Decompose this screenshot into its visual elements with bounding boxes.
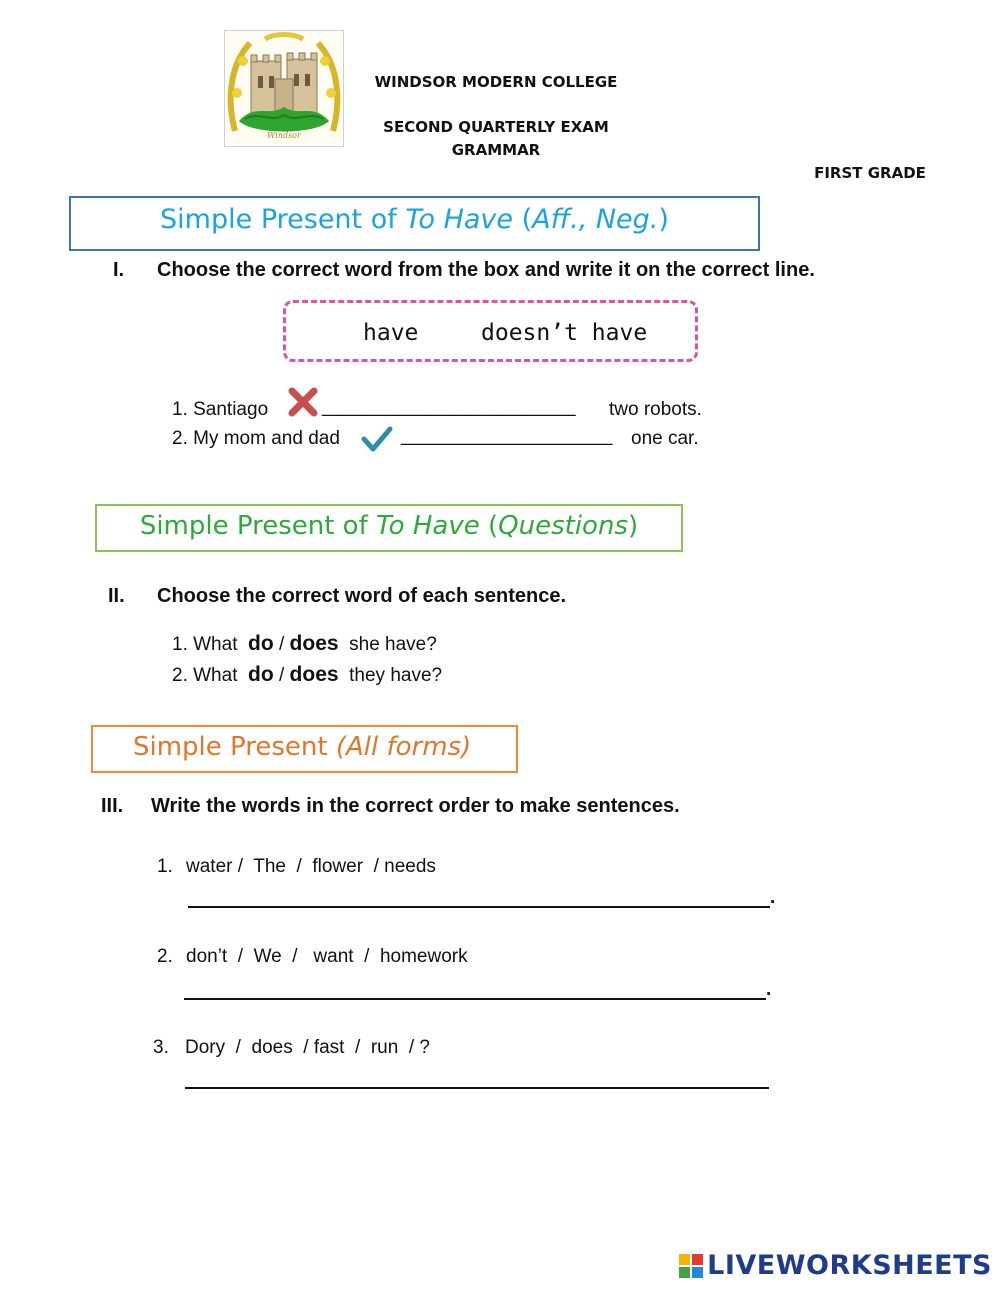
section2-title-forms: Questions: [498, 511, 628, 541]
question-1-tail: she have?: [349, 634, 437, 655]
school-logo: [224, 30, 344, 147]
scramble-3-words: Dory / does / fast / run / ?: [185, 1037, 430, 1058]
question-1-option-do[interactable]: do: [248, 632, 274, 655]
sentence-1-subject: 1. Santiago: [172, 399, 269, 420]
section2-title-paren: (: [479, 511, 499, 541]
section1-title-forms: Aff., Neg.: [532, 204, 659, 235]
sentence-2-end: one car.: [631, 428, 699, 449]
answer-line-1[interactable]: [188, 906, 770, 908]
section1-instruction: Choose the correct word from the box and write it on the correct line.: [157, 259, 815, 281]
section1-title-part: Simple Present of: [160, 204, 406, 235]
word-option-have: have: [363, 320, 419, 346]
section3-title-part: Simple Present: [133, 732, 336, 762]
brand-block: [679, 1254, 690, 1265]
answer-1-period: .: [770, 887, 776, 908]
question-1-option-does[interactable]: does: [289, 632, 339, 655]
scramble-2-number: 2.: [157, 946, 173, 967]
question-2: [172, 663, 442, 687]
question-2-option-do[interactable]: do: [248, 663, 274, 686]
answer-2-period: .: [766, 979, 772, 1000]
answer-line-2[interactable]: [184, 998, 766, 1000]
section1-title-box: [69, 196, 760, 251]
question-2-sep: /: [278, 665, 285, 686]
word-option-doesnt-have: doesn’t have: [481, 320, 648, 346]
section1-title-paren-close: ): [658, 204, 669, 235]
section1-numeral: I.: [113, 259, 125, 281]
liveworksheets-blocks-icon: [679, 1254, 703, 1278]
check-mark-icon: [361, 425, 393, 453]
question-2-tail: they have?: [349, 665, 443, 686]
word-box: [283, 300, 698, 362]
sentence-2-blank[interactable]: ____________________: [401, 425, 613, 446]
subject-title: GRAMMAR: [451, 141, 541, 159]
section2-instruction: Choose the correct word of each sentence.: [157, 585, 566, 607]
brand-block: [692, 1267, 703, 1278]
section3-numeral: III.: [101, 795, 124, 817]
sentence-2-subject: 2. My mom and dad: [172, 428, 340, 449]
liveworksheets-brand-text: LIVEWORKSHEETS: [707, 1250, 992, 1281]
section3-instruction: Write the words in the correct order to make sentences.: [151, 795, 680, 817]
section2-title-verb: To Have: [376, 511, 480, 541]
section2-title-part: Simple Present of: [139, 511, 377, 541]
liveworksheets-logo[interactable]: [679, 1250, 992, 1281]
exam-title: SECOND QUARTERLY EXAM: [383, 118, 609, 136]
scramble-1-words: water / The / flower / needs: [186, 856, 436, 877]
question-2-option-does[interactable]: does: [289, 663, 339, 686]
section3-title-forms: (All forms): [335, 732, 472, 762]
scramble-3-number: 3.: [153, 1037, 169, 1058]
brand-block: [679, 1267, 690, 1278]
section1-title-verb: To Have: [405, 204, 514, 235]
question-1-sep: /: [278, 634, 285, 655]
question-2-lead: 2. What: [172, 665, 238, 686]
section1-title-paren: (: [513, 204, 533, 235]
scramble-2-words: don’t / We / want / homework: [186, 946, 468, 967]
question-1-lead: 1. What: [172, 634, 238, 655]
scramble-1-number: 1.: [157, 856, 173, 877]
sentence-1-end: two robots.: [609, 399, 702, 420]
section2-numeral: II.: [108, 585, 125, 607]
sentence-1-blank[interactable]: ________________________: [322, 396, 576, 417]
brand-block: [692, 1254, 703, 1265]
section2-title-box: [95, 504, 683, 552]
question-1: [172, 632, 437, 656]
castle-logo-image: [225, 31, 343, 146]
logo-caption: Windsor: [267, 131, 301, 140]
school-name: WINDSOR MODERN COLLEGE: [374, 73, 618, 91]
section2-title-paren-close: ): [628, 511, 639, 541]
x-mark-icon: [287, 386, 319, 418]
answer-line-3[interactable]: [185, 1087, 769, 1089]
grade-label: FIRST GRADE: [814, 164, 926, 182]
section3-title-box: [91, 725, 518, 773]
